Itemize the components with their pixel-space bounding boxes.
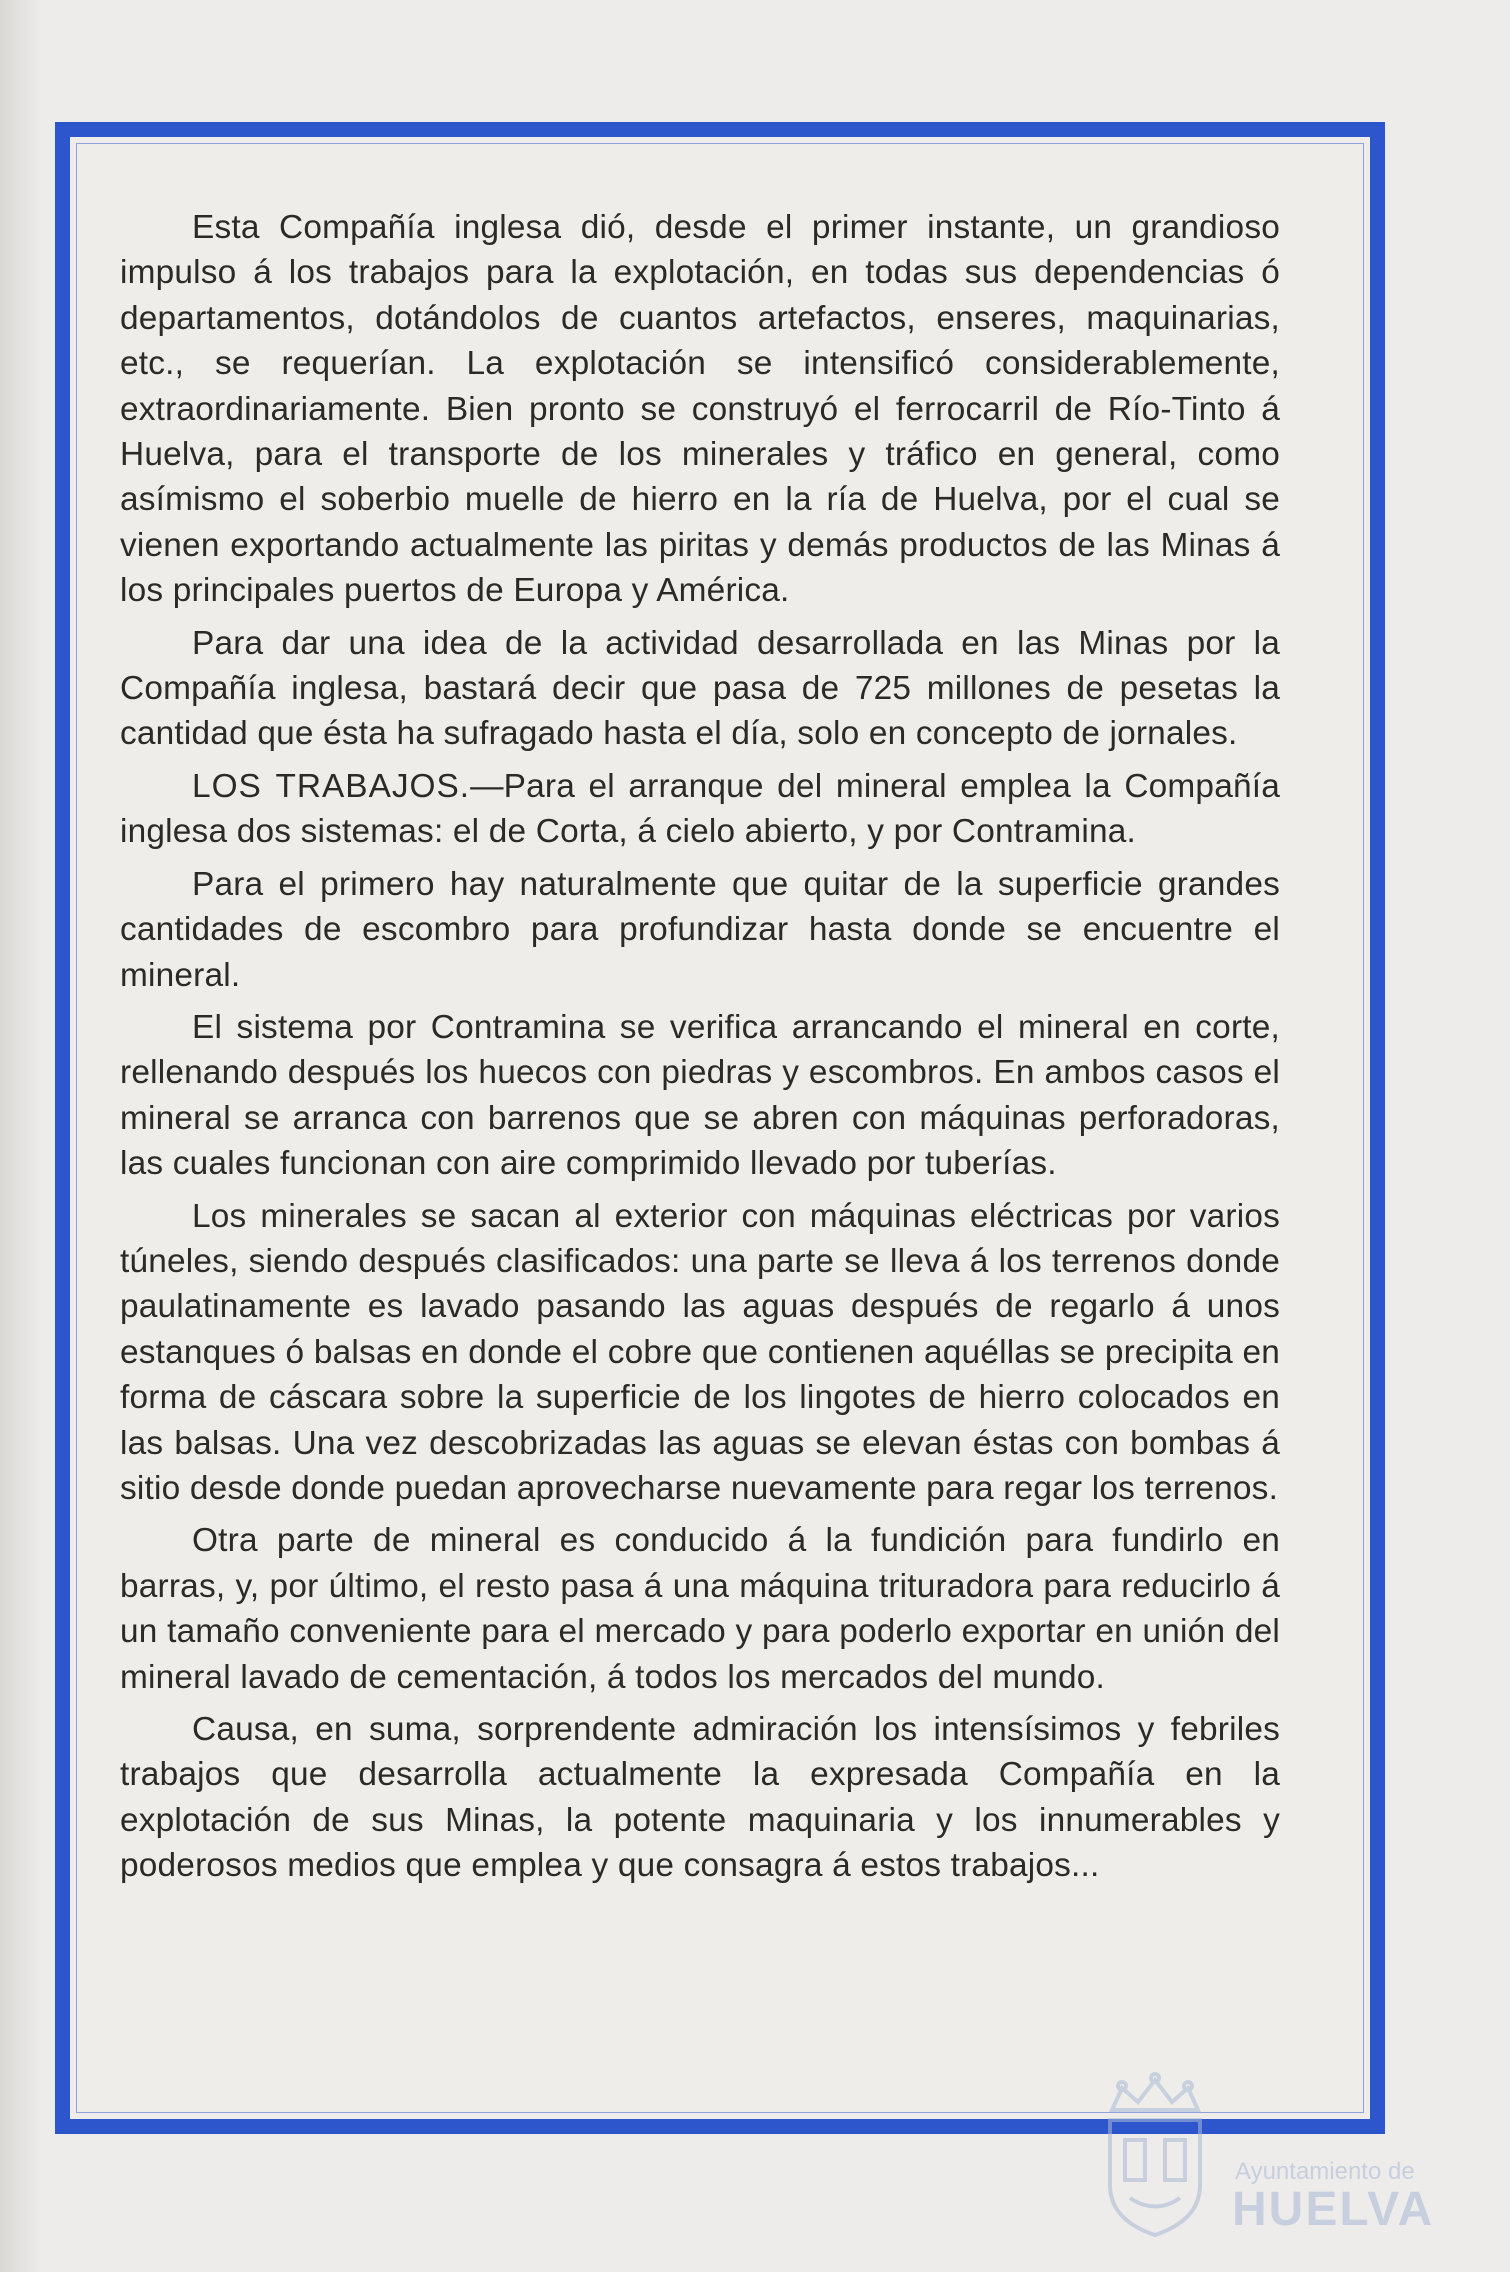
crest-icon: [1100, 2070, 1210, 2240]
paragraph-foundry: Otra parte de mineral es conducido á la fundición para fundirlo en barras, y, por último, el resto pasa á una máquina trituradora para reducirlo á un tamaño conveniente para el mercado y para poderlo exportar en unión del mineral lavado de cementación, á todos los mercados del mundo.: [120, 1522, 1280, 1696]
watermark-line2: HUELVA: [1232, 2183, 1435, 2236]
paragraph-corta: Para el primero hay naturalmente que quitar de la superficie grandes cantidades de escombro para profundizar hasta donde se encuentre el mineral.: [120, 865, 1280, 994]
section-heading: LOS TRABAJOS.: [192, 767, 471, 805]
paper-edge: [0, 0, 42, 2272]
document-body: [120, 205, 1280, 1896]
paragraph-extraction: Los minerales se sacan al exterior con máquinas eléctricas por varios túneles, siendo después clasificados: una parte se lleva á los terrenos donde paulatinamente es lavado pasando las aguas después de regarlo á unos estanques ó balsas en donde el cobre que contienen aquéllas se precipita en forma de cáscara sobre la superficie de los lingotes de hierro colocados en las balsas. Una vez descobrizadas las aguas se elevan éstas con bombas á sitio desde donde puedan aprovecharse nuevamente para regar los terrenos.: [120, 1197, 1280, 1507]
paragraph-contramina: El sistema por Contramina se verifica arrancando el mineral en corte, rellenando después los huecos con piedras y escombros. En ambos casos el mineral se arranca con barrenos que se abren con máquinas perforadoras, las cuales funcionan con aire comprimido llevado por tuberías.: [120, 1008, 1280, 1183]
section-heading-text: —Para el arranque del mineral emplea la Compañía inglesa dos sistemas: el de Corta, á cielo abierto, y por Contramina.: [120, 767, 1280, 851]
ayuntamiento-huelva-watermark: [1100, 2070, 1460, 2250]
paragraph-conclusion: Causa, en suma, sorprendente admiración los intensísimos y febriles trabajos que desarrolla actualmente la expresada Compañía en la explotación de sus Minas, la potente maquinaria y los innumerables y poderosos medios que emplea y que consagra á estos trabajos...: [120, 1711, 1280, 1885]
paragraph-los-trabajos: [120, 764, 1280, 855]
paragraph-activity-wages: Para dar una idea de la actividad desarrollada en las Minas por la Compañía inglesa, bastará decir que pasa de 725 millones de pesetas la cantidad que ésta ha sufragado hasta el día, solo en concepto de jornales.: [120, 624, 1280, 753]
paragraph-company-impulse: Esta Compañía inglesa dió, desde el primer instante, un grandioso impulso á los trabajos para la explotación, en todas sus dependencias ó departamentos, dotándolos de cuantos artefactos, enseres, maquinarias, etc., se requerían. La explotación se intensificó considerablemente, extraordinariamente. Bien pronto se construyó el ferrocarril de Río-Tinto á Huelva, para el transporte de los minerales y tráfico en general, como asímismo el soberbio muelle de hierro en la ría de Huelva, por el cual se vienen exportando actualmente las piritas y demás productos de las Minas á los principales puertos de Europa y América.: [120, 209, 1280, 610]
watermark-line1: Ayuntamiento de: [1235, 2158, 1415, 2185]
